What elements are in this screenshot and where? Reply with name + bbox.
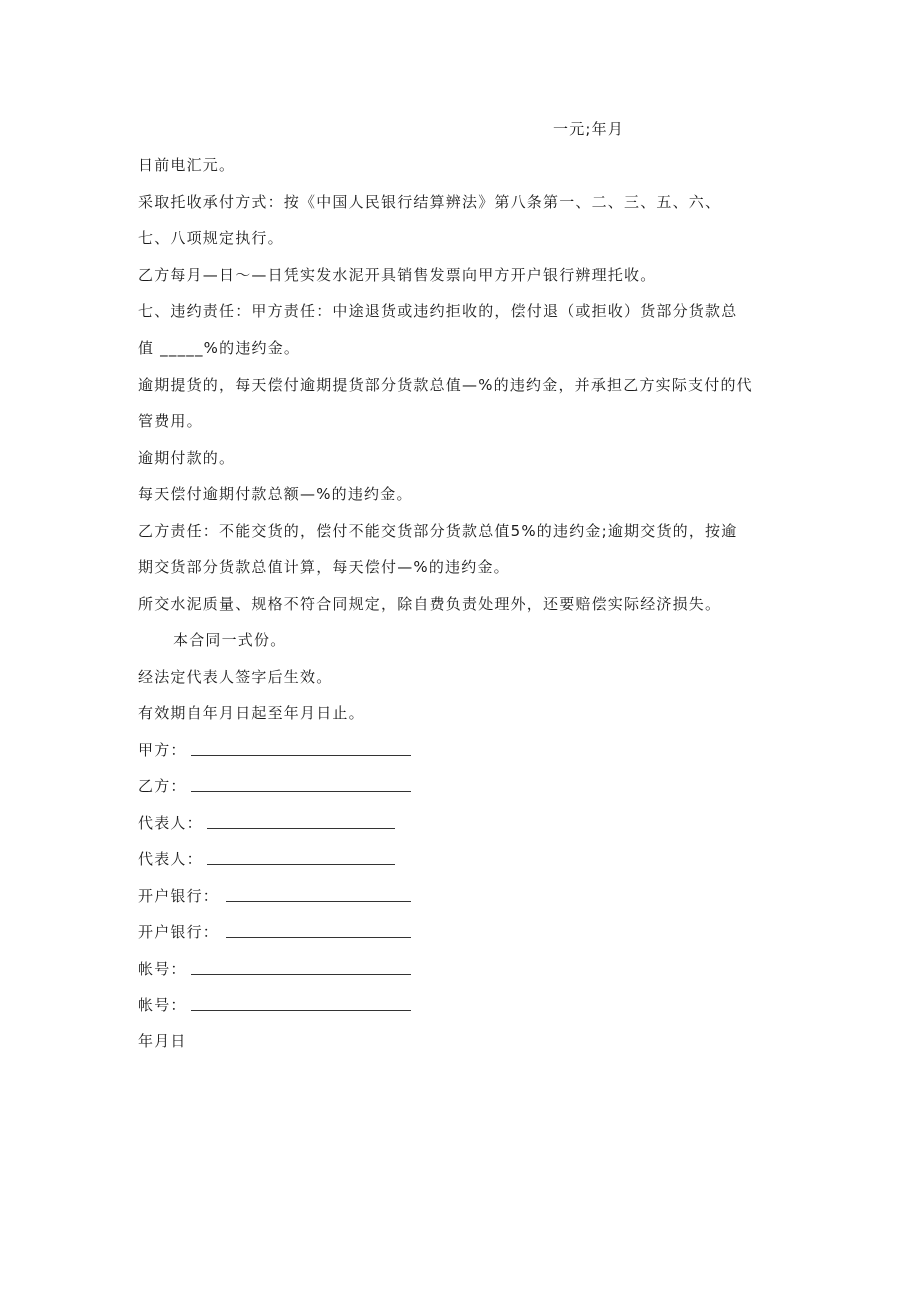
account-b-label: 帐号： xyxy=(138,996,187,1014)
account-a-blank[interactable] xyxy=(191,974,411,975)
text-line-invoice-collection: 乙方每月—日～—日凭实发水泥开具销售发票向甲方开户银行辨理托收。 xyxy=(138,266,657,284)
text-line-late-pickup-cont: 管费用。 xyxy=(138,412,203,430)
representative-a-label: 代表人： xyxy=(138,814,203,832)
text-line-copies: 本合同一式份。 xyxy=(173,631,287,649)
bank-a-blank[interactable] xyxy=(226,901,411,902)
text-line-quality-clause: 所交水泥质量、规格不符合同规定，除自费负责处理外，还要赔偿实际经济损失。 xyxy=(138,595,722,613)
text-line-liability-party-b: 乙方责任：不能交货的，偿付不能交货部分货款总值5%的违约金;逾期交货的，按逾 xyxy=(138,522,738,540)
text-line-wire-transfer: 日前电汇元。 xyxy=(138,156,236,174)
bank-b-blank[interactable] xyxy=(226,937,411,938)
text-line-collection-method: 采取托收承付方式：按《中国人民银行结算辨法》第八条第一、二、三、五、六、 xyxy=(138,193,722,211)
representative-b-blank[interactable] xyxy=(207,864,395,865)
account-a-label: 帐号： xyxy=(138,960,187,978)
text-line-validity-period: 有效期自年月日起至年月日止。 xyxy=(138,704,365,722)
text-line-liability-party-a-cont: 值 _____%的违约金。 xyxy=(138,339,301,357)
signature-party-b-label: 乙方： xyxy=(138,777,187,795)
signature-party-a-label: 甲方： xyxy=(138,741,187,759)
text-line-effective: 经法定代表人签字后生效。 xyxy=(138,668,333,686)
representative-b-label: 代表人： xyxy=(138,850,203,868)
representative-a-blank[interactable] xyxy=(207,828,395,829)
text-line-liability-party-a: 七、违约责任：甲方责任：中途退货或违约拒收的，偿付退（或拒收）货部分货款总 xyxy=(138,302,738,320)
text-line-late-payment-penalty: 每天偿付逾期付款总额—%的违约金。 xyxy=(138,485,413,503)
account-b-blank[interactable] xyxy=(191,1010,411,1011)
bank-a-label: 开户银行： xyxy=(138,887,220,905)
text-line-amount-fragment: 一元;年月 xyxy=(553,120,625,138)
signature-party-a-blank[interactable] xyxy=(191,755,411,756)
bank-b-label: 开户银行： xyxy=(138,923,220,941)
text-line-late-payment: 逾期付款的。 xyxy=(138,449,236,467)
text-line-collection-method-cont: 七、八项规定执行。 xyxy=(138,229,284,247)
text-line-late-pickup: 逾期提货的，每天偿付逾期提货部分货款总值—%的违约金，并承担乙方实际支付的代 xyxy=(138,376,753,394)
date-line: 年月日 xyxy=(138,1032,187,1050)
signature-party-b-blank[interactable] xyxy=(191,791,411,792)
text-line-liability-party-b-cont: 期交货部分货款总值计算，每天偿付—%的违约金。 xyxy=(138,558,510,576)
